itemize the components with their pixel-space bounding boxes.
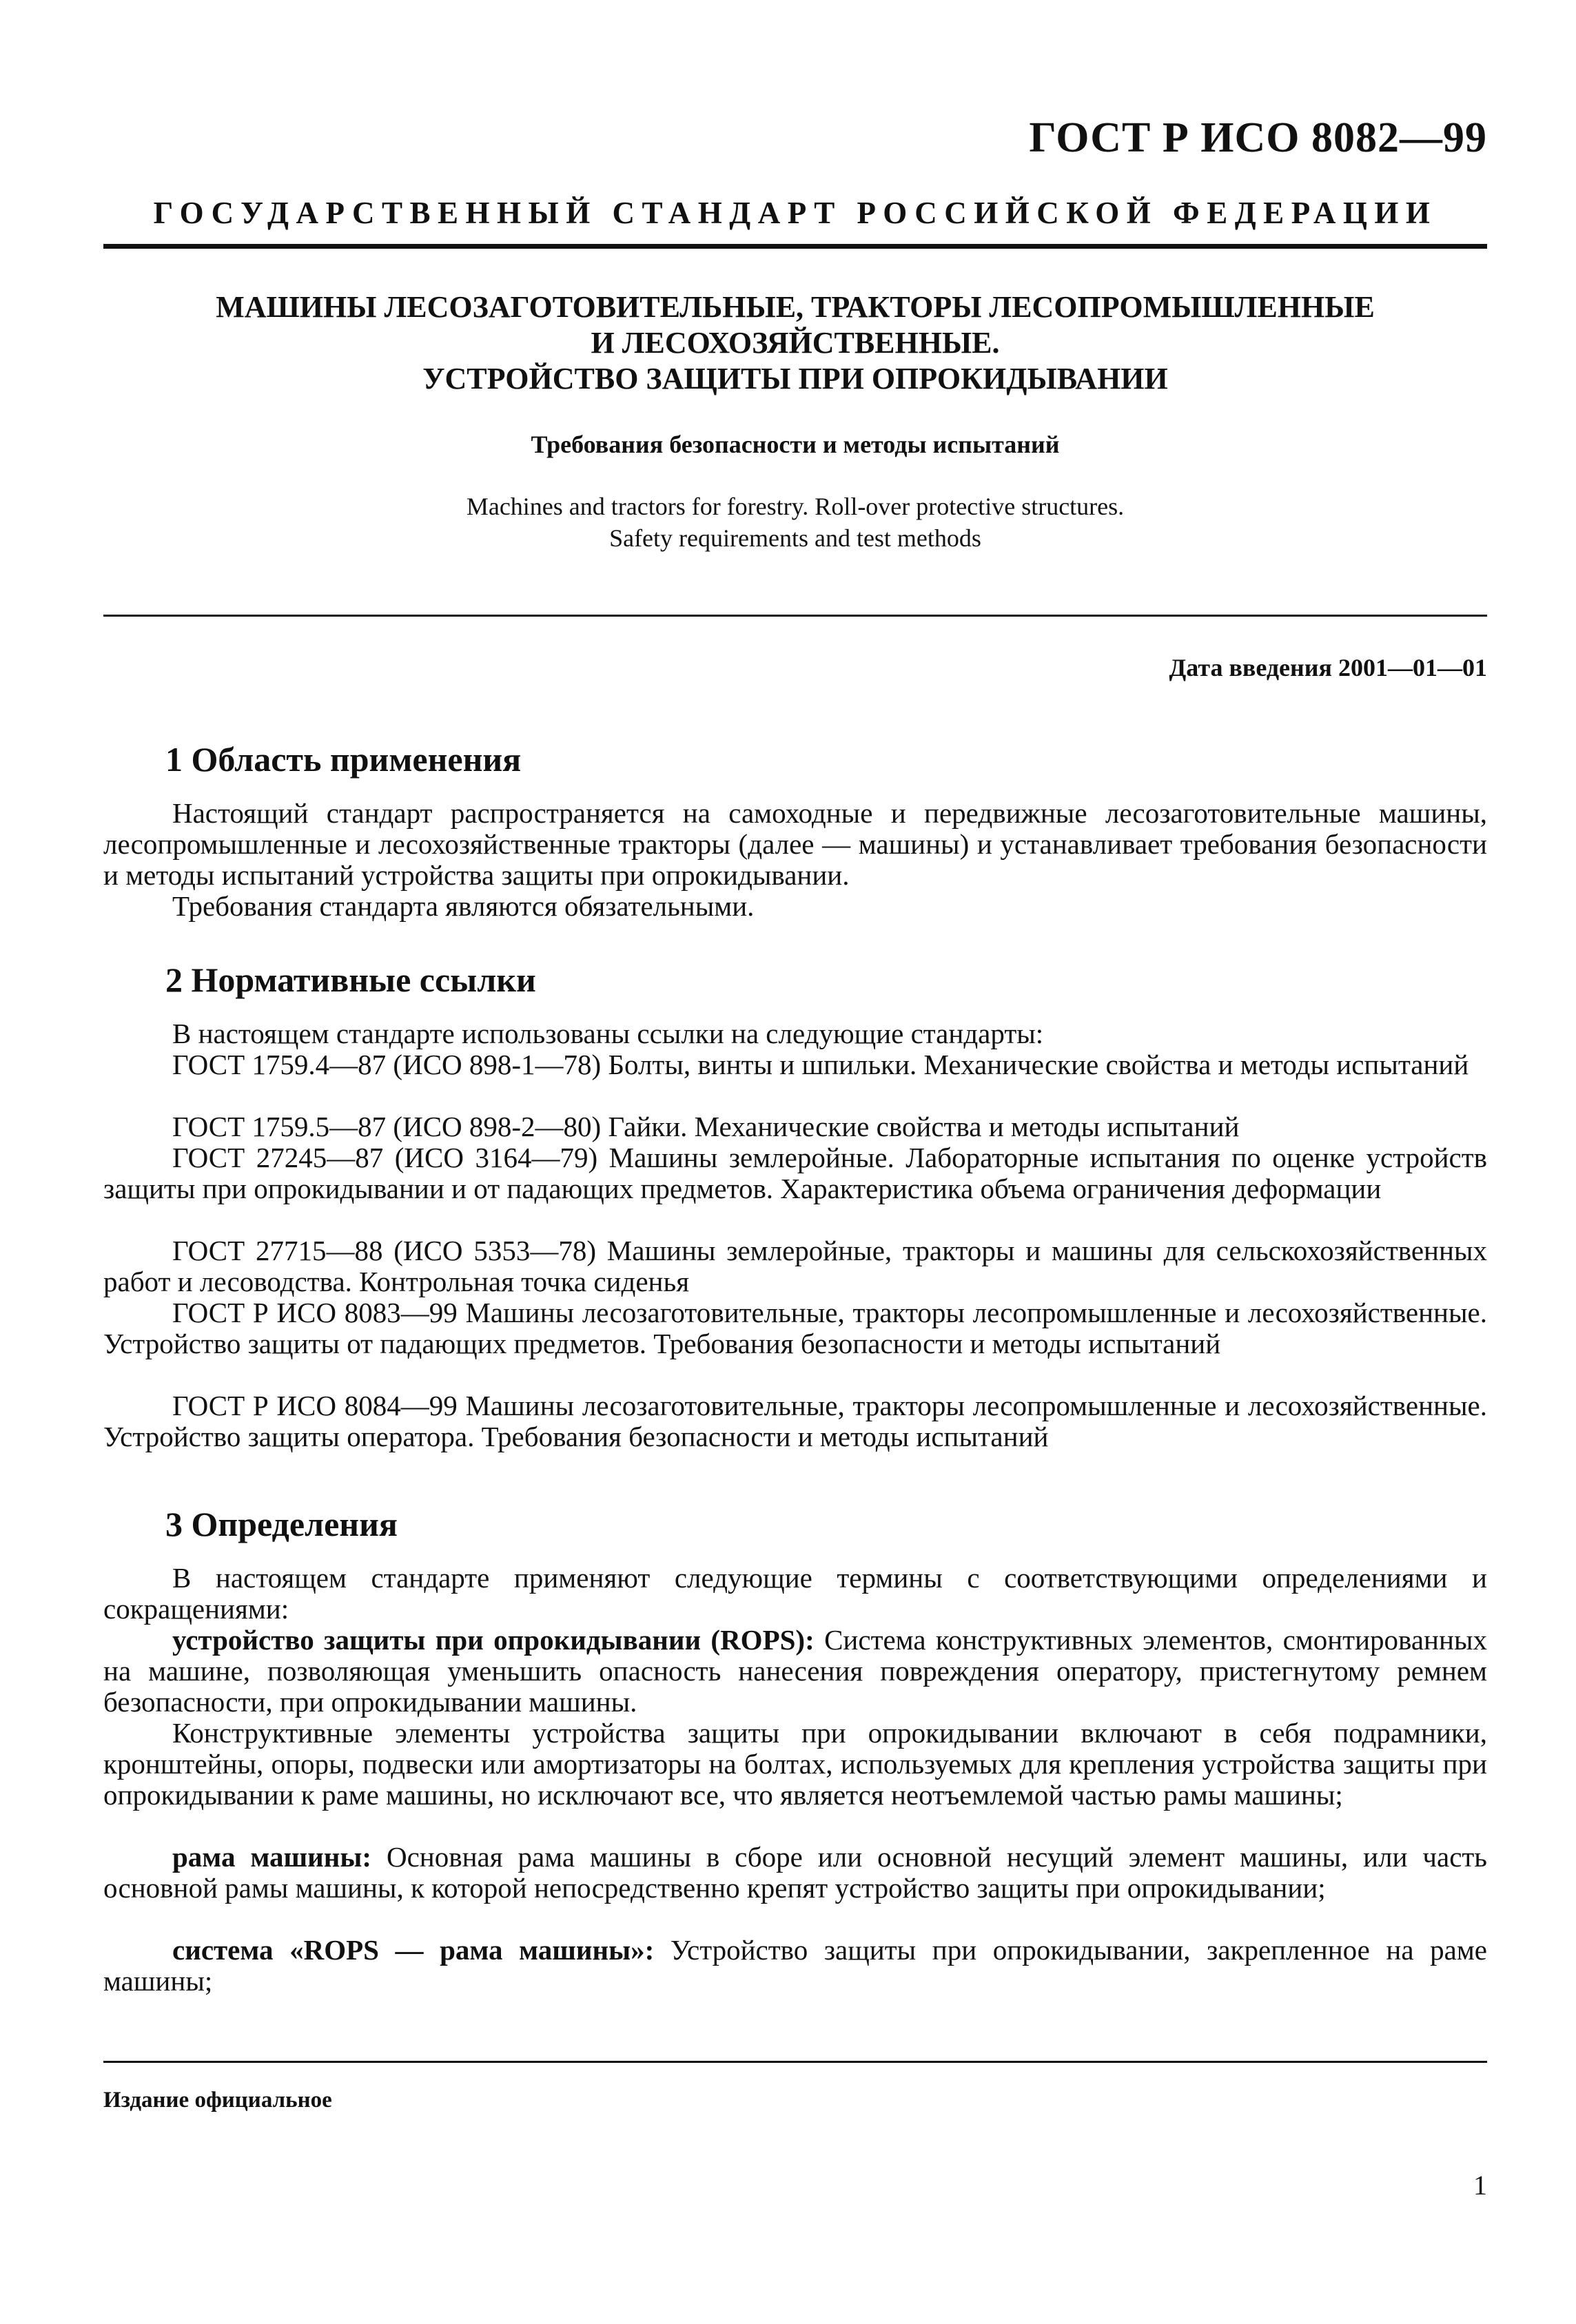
definition-term: устройство защиты при опрокидывании (ROPS):: [172, 1624, 815, 1656]
section-title: 3 Определения: [165, 1505, 398, 1543]
document-title: [103, 289, 1487, 397]
document-code: ГОСТ Р ИСО 8082—99: [1029, 114, 1487, 161]
section-title: 2 Нормативные ссылки: [165, 960, 536, 999]
definition-term: система «ROPS — рама машины»:: [172, 1934, 655, 1966]
definition-term: рама машины:: [172, 1841, 372, 1873]
title-divider: [103, 615, 1487, 617]
title-line: МАШИНЫ ЛЕСОЗАГОТОВИТЕЛЬНЫЕ, ТРАКТОРЫ ЛЕСОПРОМЫШЛЕННЫЕ: [216, 290, 1375, 324]
document-page: [103, 0, 1487, 2324]
english-title-line: Machines and tractors for forestry. Roll-over protective structures.: [466, 493, 1125, 520]
introduction-date: Дата введения 2001—01—01: [1169, 654, 1487, 681]
reference-item: ГОСТ 1759.4—87 (ИСО 898-1—78) Болты, винты и шпильки. Механические свойства и методы испытаний: [172, 1049, 1469, 1080]
reference-item: ГОСТ 1759.5—87 (ИСО 898-2—80) Гайки. Механические свойства и методы испытаний: [172, 1111, 1240, 1142]
reference-item: ГОСТ 27715—88 (ИСО 5353—78) Машины землеройные, тракторы и машины для сельскохозяйственных работ и лесоводства. Контрольная точка сиденья: [103, 1235, 1487, 1297]
section-title: 1 Область применения: [165, 740, 522, 779]
edition-label: Издание официальное: [103, 2088, 332, 2112]
reference-item: ГОСТ Р ИСО 8083—99 Машины лесозаготовительные, тракторы лесопромышленные и лесохозяйственные. Устройство защиты от падающих предметов. Требования безопасности и методы испытаний: [103, 1297, 1487, 1359]
definition-text: Система конструктивных элементов, смонтированных на машине, позволяющая уменьшить опасность нанесения повреждения оператору, пристегнутому ремнем безопасности, при опрокидывании машины.: [103, 1624, 1487, 1718]
page-number: 1: [1473, 2170, 1487, 2201]
header-divider: [103, 244, 1487, 249]
definition-text: Основная рама машины в сборе или основной несущий элемент машины, или часть основной рамы машины, к которой непосредственно крепят устройство защиты при опрокидывании;: [103, 1841, 1488, 1904]
document-subtitle: Требования безопасности и методы испытаний: [531, 431, 1060, 458]
paragraph: В настоящем стандарте применяют следующие термины с соответствующими определениями и сокращениями:: [103, 1562, 1487, 1625]
paragraph: В настоящем стандарте использованы ссылки на следующие стандарты:: [172, 1018, 1044, 1049]
title-line: УСТРОЙСТВО ЗАЩИТЫ ПРИ ОПРОКИДЫВАНИИ: [422, 362, 1168, 395]
footer-divider: [103, 2061, 1487, 2063]
title-line: И ЛЕСОХОЗЯЙСТВЕННЫЕ.: [591, 326, 1000, 360]
paragraph: Настоящий стандарт распространяется на самоходные и передвижные лесозаготовительные машины, лесопромышленные и лесохозяйственные тракторы (далее — машины) и устанавливает требования безопасности и методы испытаний устройства защиты при опрокидывании.: [103, 797, 1487, 891]
agency-heading: ГОСУДАРСТВЕННЫЙ СТАНДАРТ РОССИЙСКОЙ ФЕДЕРАЦИИ: [153, 196, 1437, 230]
definition-item: [103, 1842, 1487, 1904]
english-title-line: Safety requirements and test methods: [609, 524, 981, 552]
paragraph: Требования стандарта являются обязательными.: [172, 890, 755, 922]
english-title: [103, 491, 1487, 554]
reference-item: ГОСТ Р ИСО 8084—99 Машины лесозаготовительные, тракторы лесопромышленные и лесохозяйственные. Устройство защиты оператора. Требования безопасности и методы испытаний: [103, 1390, 1487, 1452]
definition-text: Устройство защиты при опрокидывании, закрепленное на раме машины;: [103, 1934, 1487, 1997]
paragraph: Конструктивные элементы устройства защиты при опрокидывании включают в себя подрамники, кронштейны, опоры, подвески или амортизаторы на болтах, используемых для крепления устройства защиты при опрокидывании к раме машины, но исключают все, что является неотъемлемой частью рамы машины;: [103, 1717, 1487, 1811]
reference-item: ГОСТ 27245—87 (ИСО 3164—79) Машины землеройные. Лабораторные испытания по оценке устройств защиты при опрокидывании и от падающих предметов. Характеристика объема ограничения деформации: [103, 1142, 1487, 1204]
definition-item: [103, 1625, 1487, 1718]
definition-item: [103, 1935, 1487, 1997]
